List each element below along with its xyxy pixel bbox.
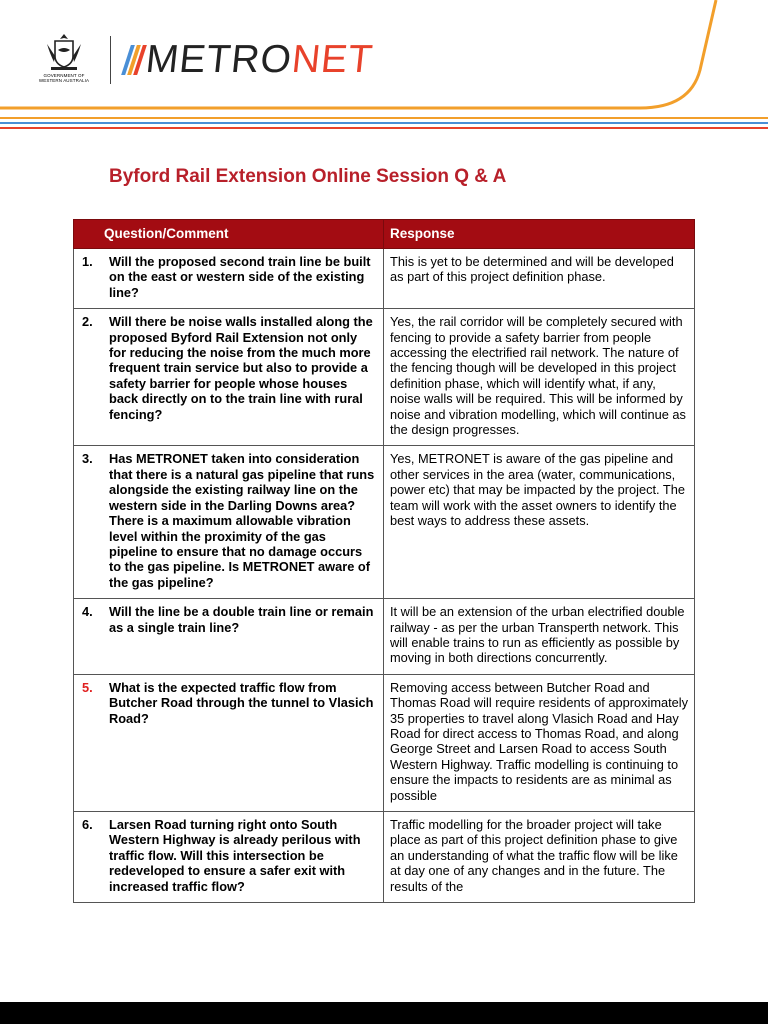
question-text: Larsen Road turning right onto South Western Highway is already perilous with traffic flow. Will this intersection be redeveloped to ensure a safer exit with increased traffic flow?: [109, 817, 361, 894]
question-number: 3.: [82, 451, 93, 467]
question-text: Will the proposed second train line be built on the east or western side of the existing line?: [109, 254, 371, 300]
response-cell: Yes, the rail corridor will be completely secured with fencing to provide a safety barrier from people accessing the electrified rail network. The nature of the fencing though will be developed in this project definition phase, which will identify what, if any, noise walls will be required. This will be informed by noise and vibration modelling, which will continue as the design progresses.: [384, 309, 695, 446]
response-column-header: Response: [384, 220, 695, 249]
table-row: [74, 812, 695, 903]
question-cell: [74, 599, 384, 675]
metronet-logo: [126, 36, 376, 84]
question-text: Will the line be a double train line or remain as a single train line?: [109, 604, 374, 635]
response-cell: Traffic modelling for the broader project will take place as part of this project definition phase to give an understanding of what the traffic flow will be like at day one of any changes and in the future. The results of the: [384, 812, 695, 903]
response-cell: Removing access between Butcher Road and Thomas Road will require residents of approximately 35 properties to travel along Vlasich Road and Hay Road for direct access to Thomas Road, and along George Street and Larsen Road to access South Western Highway. Traffic modelling is continuing to ensure the impacts to residents are as minimal as possible: [384, 674, 695, 811]
response-cell: It will be an extension of the urban electrified double railway - as per the urban Transperth network. This will enable trains to run as efficiently as possible by moving in both directions concurrently.: [384, 599, 695, 675]
response-cell: This is yet to be determined and will be developed as part of this project definition phase.: [384, 249, 695, 309]
footer-bar: [0, 1002, 768, 1024]
table-header-row: [74, 220, 695, 249]
question-number: 2.: [82, 314, 93, 330]
coat-of-arms-icon: [42, 32, 86, 72]
table-row: [74, 446, 695, 599]
table-row: [74, 309, 695, 446]
question-text: Has METRONET taken into consideration that there is a natural gas pipeline that runs alongside the existing railway line on the western side in the Darling Downs area? There is a maximum allowable vibration level within the proximity of the gas pipeline to ensure that no damage occurs to the gas pipeline. Is METRONET aware of the gas pipeline?: [109, 451, 375, 590]
question-number: 5.: [82, 679, 93, 695]
question-cell: [74, 309, 384, 446]
crest-caption: GOVERNMENT OF WESTERN AUSTRALIA: [38, 73, 90, 83]
header-swoosh-lines: [0, 0, 768, 140]
response-cell: Yes, METRONET is aware of the gas pipeline and other services in the area (water, communications, power etc) that may be impacted by the project. The team will work with the asset owners to identify the best ways to address these assets.: [384, 446, 695, 599]
header-divider: [110, 36, 111, 84]
page-title: Byford Rail Extension Online Session Q & A: [109, 166, 507, 187]
question-number: 1.: [82, 254, 93, 269]
logo-stripes-icon: [126, 45, 142, 75]
question-cell: [74, 249, 384, 309]
question-text: Will there be noise walls installed along the proposed Byford Rail Extension not only for reducing the noise from the much more frequent train service but also to provide a safety barrier for people whose houses back directly on to the train line with rural fencing?: [109, 314, 373, 422]
table-row: [74, 599, 695, 675]
question-text: What is the expected traffic flow from Butcher Road through the tunnel to Vlasich Road?: [109, 679, 374, 726]
question-column-header: Question/Comment: [74, 220, 384, 249]
question-cell: [74, 674, 384, 811]
logo-word-metro: METRO: [143, 38, 295, 81]
page-header: [0, 0, 768, 140]
question-cell: [74, 446, 384, 599]
question-number: 6.: [82, 817, 93, 832]
table-row: [74, 249, 695, 309]
table-row: [74, 674, 695, 811]
question-number: 4.: [82, 604, 93, 620]
logo-word-net: NET: [289, 38, 376, 81]
government-crest: [34, 32, 94, 88]
question-cell: [74, 812, 384, 903]
qa-table: [73, 219, 695, 903]
